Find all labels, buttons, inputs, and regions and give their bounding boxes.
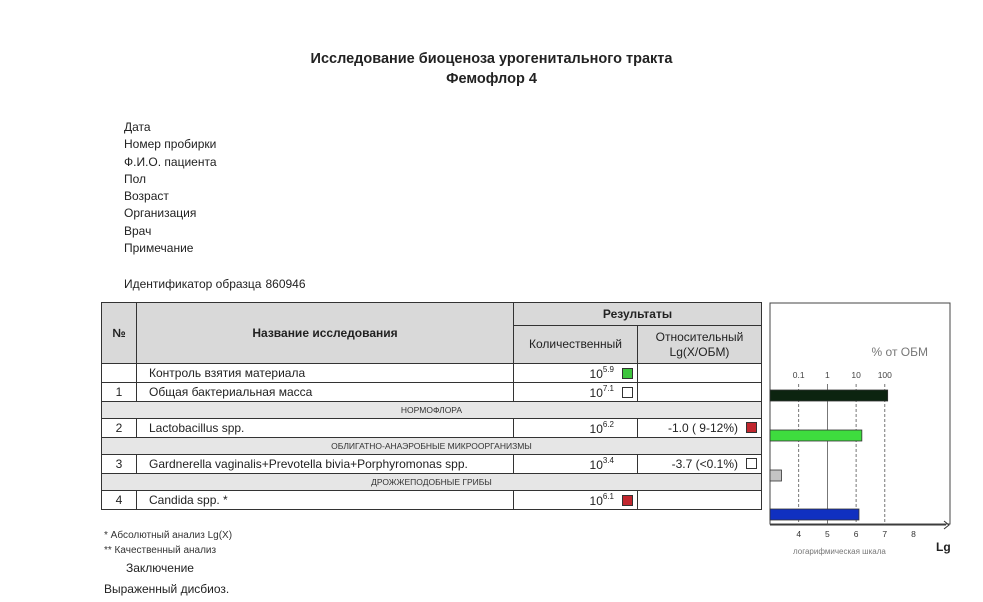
- section-row: [102, 438, 762, 455]
- top-tick-label: 10: [851, 370, 861, 380]
- x-tick-label: 6: [853, 529, 859, 539]
- row-qty: [514, 383, 638, 402]
- conclusion-text: Выраженный дисбиоз.: [104, 582, 230, 596]
- field-note: Примечание: [124, 241, 194, 256]
- rel-status-box: [746, 458, 757, 469]
- x-tick-label: 5: [825, 529, 830, 539]
- sample-id-value: 860946: [265, 277, 306, 291]
- qty-status-box: [622, 387, 633, 398]
- top-tick-label: 0.1: [792, 370, 805, 380]
- x-axis-caption: логарифмическая шкала: [793, 547, 886, 556]
- chart-bar: [770, 470, 781, 481]
- field-tube-number: Номер пробирки: [124, 137, 217, 152]
- col-header-name: Название исследования: [137, 303, 514, 364]
- row-name: Контроль взятия материала: [137, 364, 514, 383]
- table-row: [102, 383, 762, 402]
- x-tick-label: 7: [882, 529, 888, 539]
- section-row: [102, 474, 762, 491]
- col-header-results: Результаты: [514, 303, 762, 326]
- sample-id-label: Идентификатор образца: [124, 277, 262, 291]
- rel-value: -3.7 (<0.1%): [671, 457, 738, 471]
- sample-id: [124, 277, 306, 291]
- row-rel: [638, 364, 762, 383]
- row-rel: [638, 383, 762, 402]
- col-header-qty: Количественный: [514, 326, 638, 364]
- col-header-num: №: [102, 303, 137, 364]
- top-tick-label: 1: [825, 370, 830, 380]
- table-body: [102, 364, 762, 510]
- report-subtitle: Фемофлор 4: [446, 71, 537, 87]
- row-num: 4: [102, 491, 137, 510]
- row-num: 2: [102, 419, 137, 438]
- table-header-row: [102, 303, 762, 326]
- section-title: ОБЛИГАТНО-АНАЭРОБНЫЕ МИКРООРГАНИЗМЫ: [102, 438, 762, 455]
- row-rel: [638, 491, 762, 510]
- qty-status-box: [622, 495, 633, 506]
- row-name: Общая бактериальная масса: [137, 383, 514, 402]
- rel-value: -1.0 ( 9-12%): [667, 421, 738, 435]
- footnote-abs: * Абсолютный анализ Lg(X): [104, 530, 233, 541]
- qty-exp: 6.2: [602, 420, 614, 429]
- table-row: [102, 419, 762, 438]
- row-qty: [514, 491, 638, 510]
- report-title: Исследование биоценоза урогенитального тракта: [310, 51, 673, 67]
- chart-top-label: % от ОБМ: [871, 345, 928, 359]
- row-name: Gardnerella vaginalis+Prevotella bivia+Porphyromonas spp.: [137, 455, 514, 474]
- qty-base: 10: [589, 422, 603, 436]
- chart-bar: [770, 509, 859, 520]
- chart: [768, 302, 952, 562]
- report-title-block: [0, 49, 983, 89]
- qty-exp: 7.1: [602, 384, 614, 393]
- row-name: Candida spp. *: [137, 491, 514, 510]
- qty-exp: 5.9: [602, 365, 614, 374]
- table-row: [102, 455, 762, 474]
- x-tick-label: 8: [911, 529, 916, 539]
- field-sex: Пол: [124, 171, 147, 186]
- table-row: [102, 364, 762, 383]
- section-title: НОРМОФЛОРА: [102, 402, 762, 419]
- qty-base: 10: [589, 458, 603, 472]
- section-row: [102, 402, 762, 419]
- chart-bar: [770, 430, 862, 441]
- footnote-qual: ** Качественный анализ: [104, 545, 217, 556]
- conclusion-label: Заключение: [126, 561, 194, 575]
- section-title: ДРОЖЖЕПОДОБНЫЕ ГРИБЫ: [102, 474, 762, 491]
- chart-frame: [770, 303, 950, 524]
- patient-fields: [124, 119, 217, 257]
- row-rel: [638, 455, 762, 474]
- results-table: [101, 302, 762, 510]
- row-rel: [638, 419, 762, 438]
- row-qty: [514, 419, 638, 438]
- top-tick-label: 100: [877, 370, 892, 380]
- footnotes: [104, 528, 232, 558]
- row-qty: [514, 455, 638, 474]
- x-axis-label: Lg: [936, 540, 951, 554]
- chart-svg: [768, 302, 952, 562]
- field-age: Возраст: [124, 189, 169, 204]
- qty-base: 10: [589, 367, 603, 381]
- col-header-rel: Относительный Lg(X/ОБМ): [638, 326, 762, 364]
- qty-exp: 6.1: [602, 492, 614, 501]
- rel-status-box: [746, 422, 757, 433]
- field-date: Дата: [124, 120, 151, 134]
- qty-base: 10: [589, 494, 603, 508]
- row-num: 3: [102, 455, 137, 474]
- qty-exp: 3.4: [602, 456, 614, 465]
- chart-bar: [770, 390, 888, 401]
- field-doctor: Врач: [124, 223, 152, 238]
- row-name: Lactobacillus spp.: [137, 419, 514, 438]
- table-row: [102, 491, 762, 510]
- field-organization: Организация: [124, 206, 197, 221]
- row-qty: [514, 364, 638, 383]
- x-tick-label: 4: [796, 529, 802, 539]
- qty-status-box: [622, 368, 633, 379]
- row-num: 1: [102, 383, 137, 402]
- row-num: [102, 364, 137, 383]
- field-patient-name: Ф.И.О. пациента: [124, 154, 217, 169]
- qty-base: 10: [589, 386, 603, 400]
